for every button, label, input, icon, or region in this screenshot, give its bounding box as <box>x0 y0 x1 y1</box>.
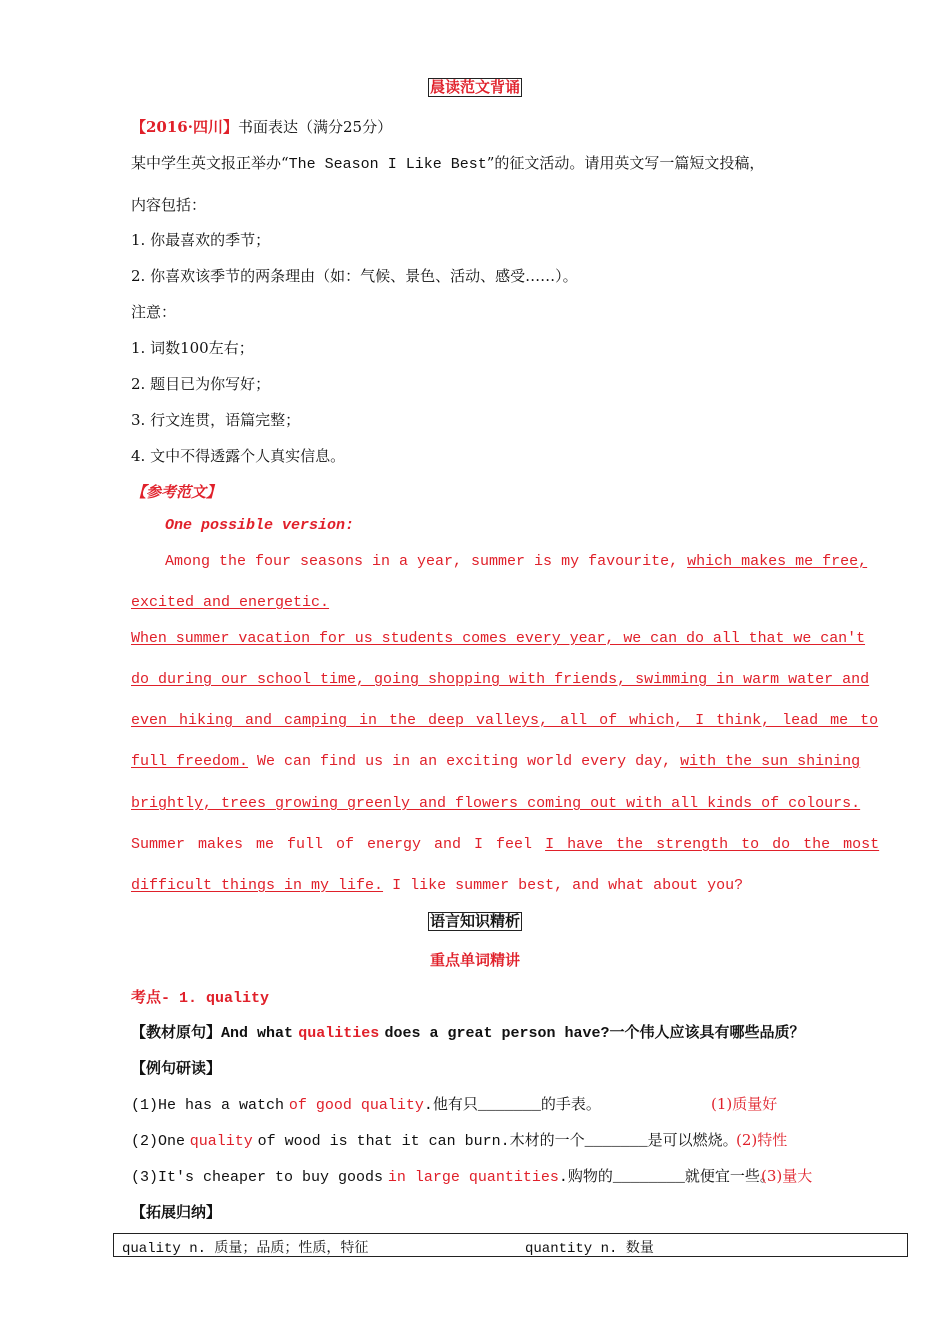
essay-line: excited and energetic. <box>131 594 330 611</box>
exam-tag: 【2016·四川】 <box>131 118 238 136</box>
content-item: 1. 你最喜欢的季节； <box>131 231 271 249</box>
sample-version: One possible version: <box>165 517 355 534</box>
note-item: 2. 题目已为你写好； <box>131 375 271 393</box>
sample-label: 【参考范文】 <box>131 483 222 501</box>
essay-line: do during our school time, going shopping with friends, swimming in warm water and <box>131 671 870 688</box>
summary-table <box>113 1233 908 1257</box>
example-sentence: (3)It's cheaper to buy goods in large quantities.购物的________就便宜一些。 <box>131 1169 775 1186</box>
textbook-sentence: 【教材原句】And what qualities does a great person have?一个伟人应该具有哪些品质？ <box>131 1023 805 1042</box>
note-item: 3. 行文连贯，语篇完整； <box>131 411 301 429</box>
example-answer: (2)特性 <box>736 1131 788 1149</box>
essay-line: When summer vacation for us students comes every year, we can do all that we can't <box>131 630 866 647</box>
section-title: 语言知识精析 <box>429 912 520 930</box>
essay-line: Summer makes me full of energy and I feel I have the strength to do the most <box>131 836 880 853</box>
kaodian-heading: 考点- 1. quality <box>131 990 270 1007</box>
prompt-line-1: 某中学生英文报正举办“The Season I Like Best”的征文活动。请用英文写一篇短文投稿， <box>131 154 765 173</box>
examples-label: 【例句研读】 <box>131 1059 222 1077</box>
page-title: 晨读范文背诵 <box>429 78 520 96</box>
exam-title: 书面表达（满分25分） <box>237 118 393 136</box>
note-item: 4. 文中不得透露个人真实信息。 <box>131 447 346 465</box>
essay-line: Among the four seasons in a year, summer is my favourite, which makes me free, <box>165 553 868 570</box>
note-item: 1. 词数100左右； <box>131 339 254 357</box>
essay-line: difficult things in my life. I like summer best, and what about you? <box>131 877 744 894</box>
prompt-line-2: 内容包括： <box>131 196 207 214</box>
example-sentence: (1)He has a watch of good quality.他有只_______的手表。 <box>131 1097 601 1114</box>
highlight-word: qualities <box>298 1025 380 1042</box>
expand-label: 【拓展归纳】 <box>131 1203 222 1221</box>
table-cell-quantity: quantity n. 数量 <box>525 1241 654 1257</box>
section-subtitle: 重点单词精讲 <box>429 951 520 969</box>
table-cell-quality: quality n. 质量；品质；性质，特征 <box>122 1241 369 1257</box>
essay-line: even hiking and camping in the deep valleys, all of which, I think, lead me to <box>131 712 879 729</box>
essay-line: full freedom. We can find us in an exciting world every day, with the sun shining <box>131 753 861 770</box>
notes-label: 注意： <box>131 303 177 321</box>
example-answer: (1)质量好 <box>711 1095 778 1113</box>
example-sentence: (2)One quality of wood is that it can burn.木材的一个_______是可以燃烧。 <box>131 1133 738 1150</box>
example-answer: (3)量大 <box>761 1167 813 1185</box>
content-item: 2. 你喜欢该季节的两条理由（如：气候、景色、活动、感受……）。 <box>131 267 578 285</box>
exam-header <box>131 116 392 137</box>
essay-line: brightly, trees growing greenly and flowers coming out with all kinds of colours. <box>131 795 861 812</box>
